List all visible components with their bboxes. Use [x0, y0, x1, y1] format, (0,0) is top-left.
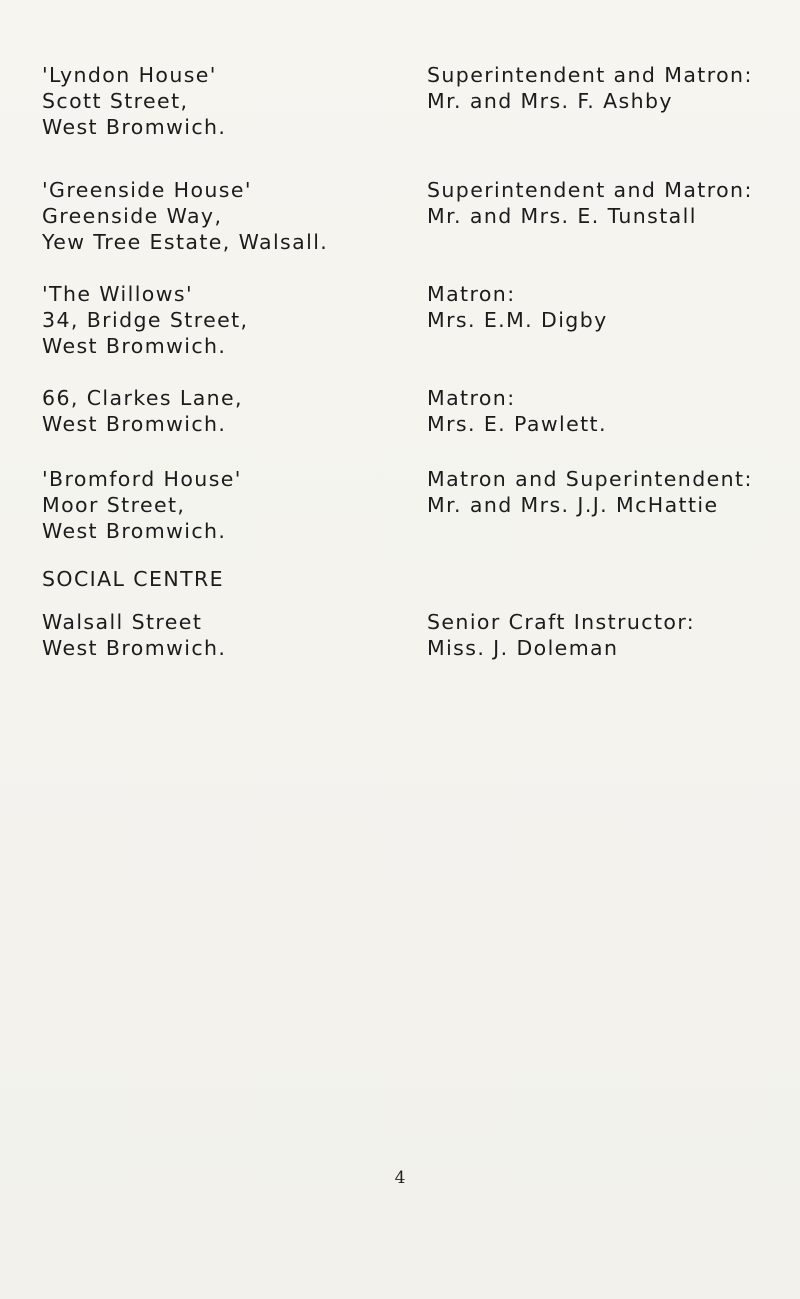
entry-staff: [427, 466, 787, 518]
address-line: Moor Street,: [42, 493, 186, 517]
page-number: 4: [394, 1168, 406, 1188]
address-line: West Bromwich.: [42, 636, 227, 660]
section-heading: SOCIAL CENTRE: [42, 567, 224, 591]
staff-names: Mrs. E. Pawlett.: [427, 412, 607, 436]
entry-staff: [427, 281, 787, 333]
entry-address: [42, 177, 382, 255]
address-line: Greenside Way,: [42, 204, 223, 228]
entry-address: [42, 609, 382, 661]
address-line: 34, Bridge Street,: [42, 308, 249, 332]
staff-names: Mr. and Mrs. F. Ashby: [427, 89, 673, 113]
address-line: Scott Street,: [42, 89, 189, 113]
entry-staff: [427, 62, 787, 114]
address-line: 'Bromford House': [42, 467, 242, 491]
address-line: West Bromwich.: [42, 334, 227, 358]
address-line: Walsall Street: [42, 610, 203, 634]
entry-staff: [427, 177, 787, 229]
address-line: 66, Clarkes Lane,: [42, 386, 243, 410]
entry-staff: [427, 385, 787, 437]
entry-address: [42, 466, 382, 544]
address-line: West Bromwich.: [42, 519, 227, 543]
entry-address: [42, 281, 382, 359]
staff-role: Senior Craft Instructor:: [427, 610, 696, 634]
entry-address: [42, 62, 382, 140]
entry-address: [42, 385, 382, 437]
staff-role: Matron and Superintendent:: [427, 467, 753, 491]
staff-names: Mr. and Mrs. J.J. McHattie: [427, 493, 719, 517]
address-line: West Bromwich.: [42, 115, 227, 139]
address-line: 'Greenside House': [42, 178, 252, 202]
staff-role: Matron:: [427, 282, 516, 306]
address-line: Yew Tree Estate, Walsall.: [42, 230, 329, 254]
address-line: West Bromwich.: [42, 412, 227, 436]
staff-role: Matron:: [427, 386, 516, 410]
staff-names: Mrs. E.M. Digby: [427, 308, 608, 332]
staff-role: Superintendent and Matron:: [427, 178, 753, 202]
address-line: 'The Willows': [42, 282, 194, 306]
entry-staff: [427, 609, 787, 661]
staff-names: Mr. and Mrs. E. Tunstall: [427, 204, 697, 228]
address-line: 'Lyndon House': [42, 63, 217, 87]
staff-names: Miss. J. Doleman: [427, 636, 619, 660]
staff-role: Superintendent and Matron:: [427, 63, 753, 87]
